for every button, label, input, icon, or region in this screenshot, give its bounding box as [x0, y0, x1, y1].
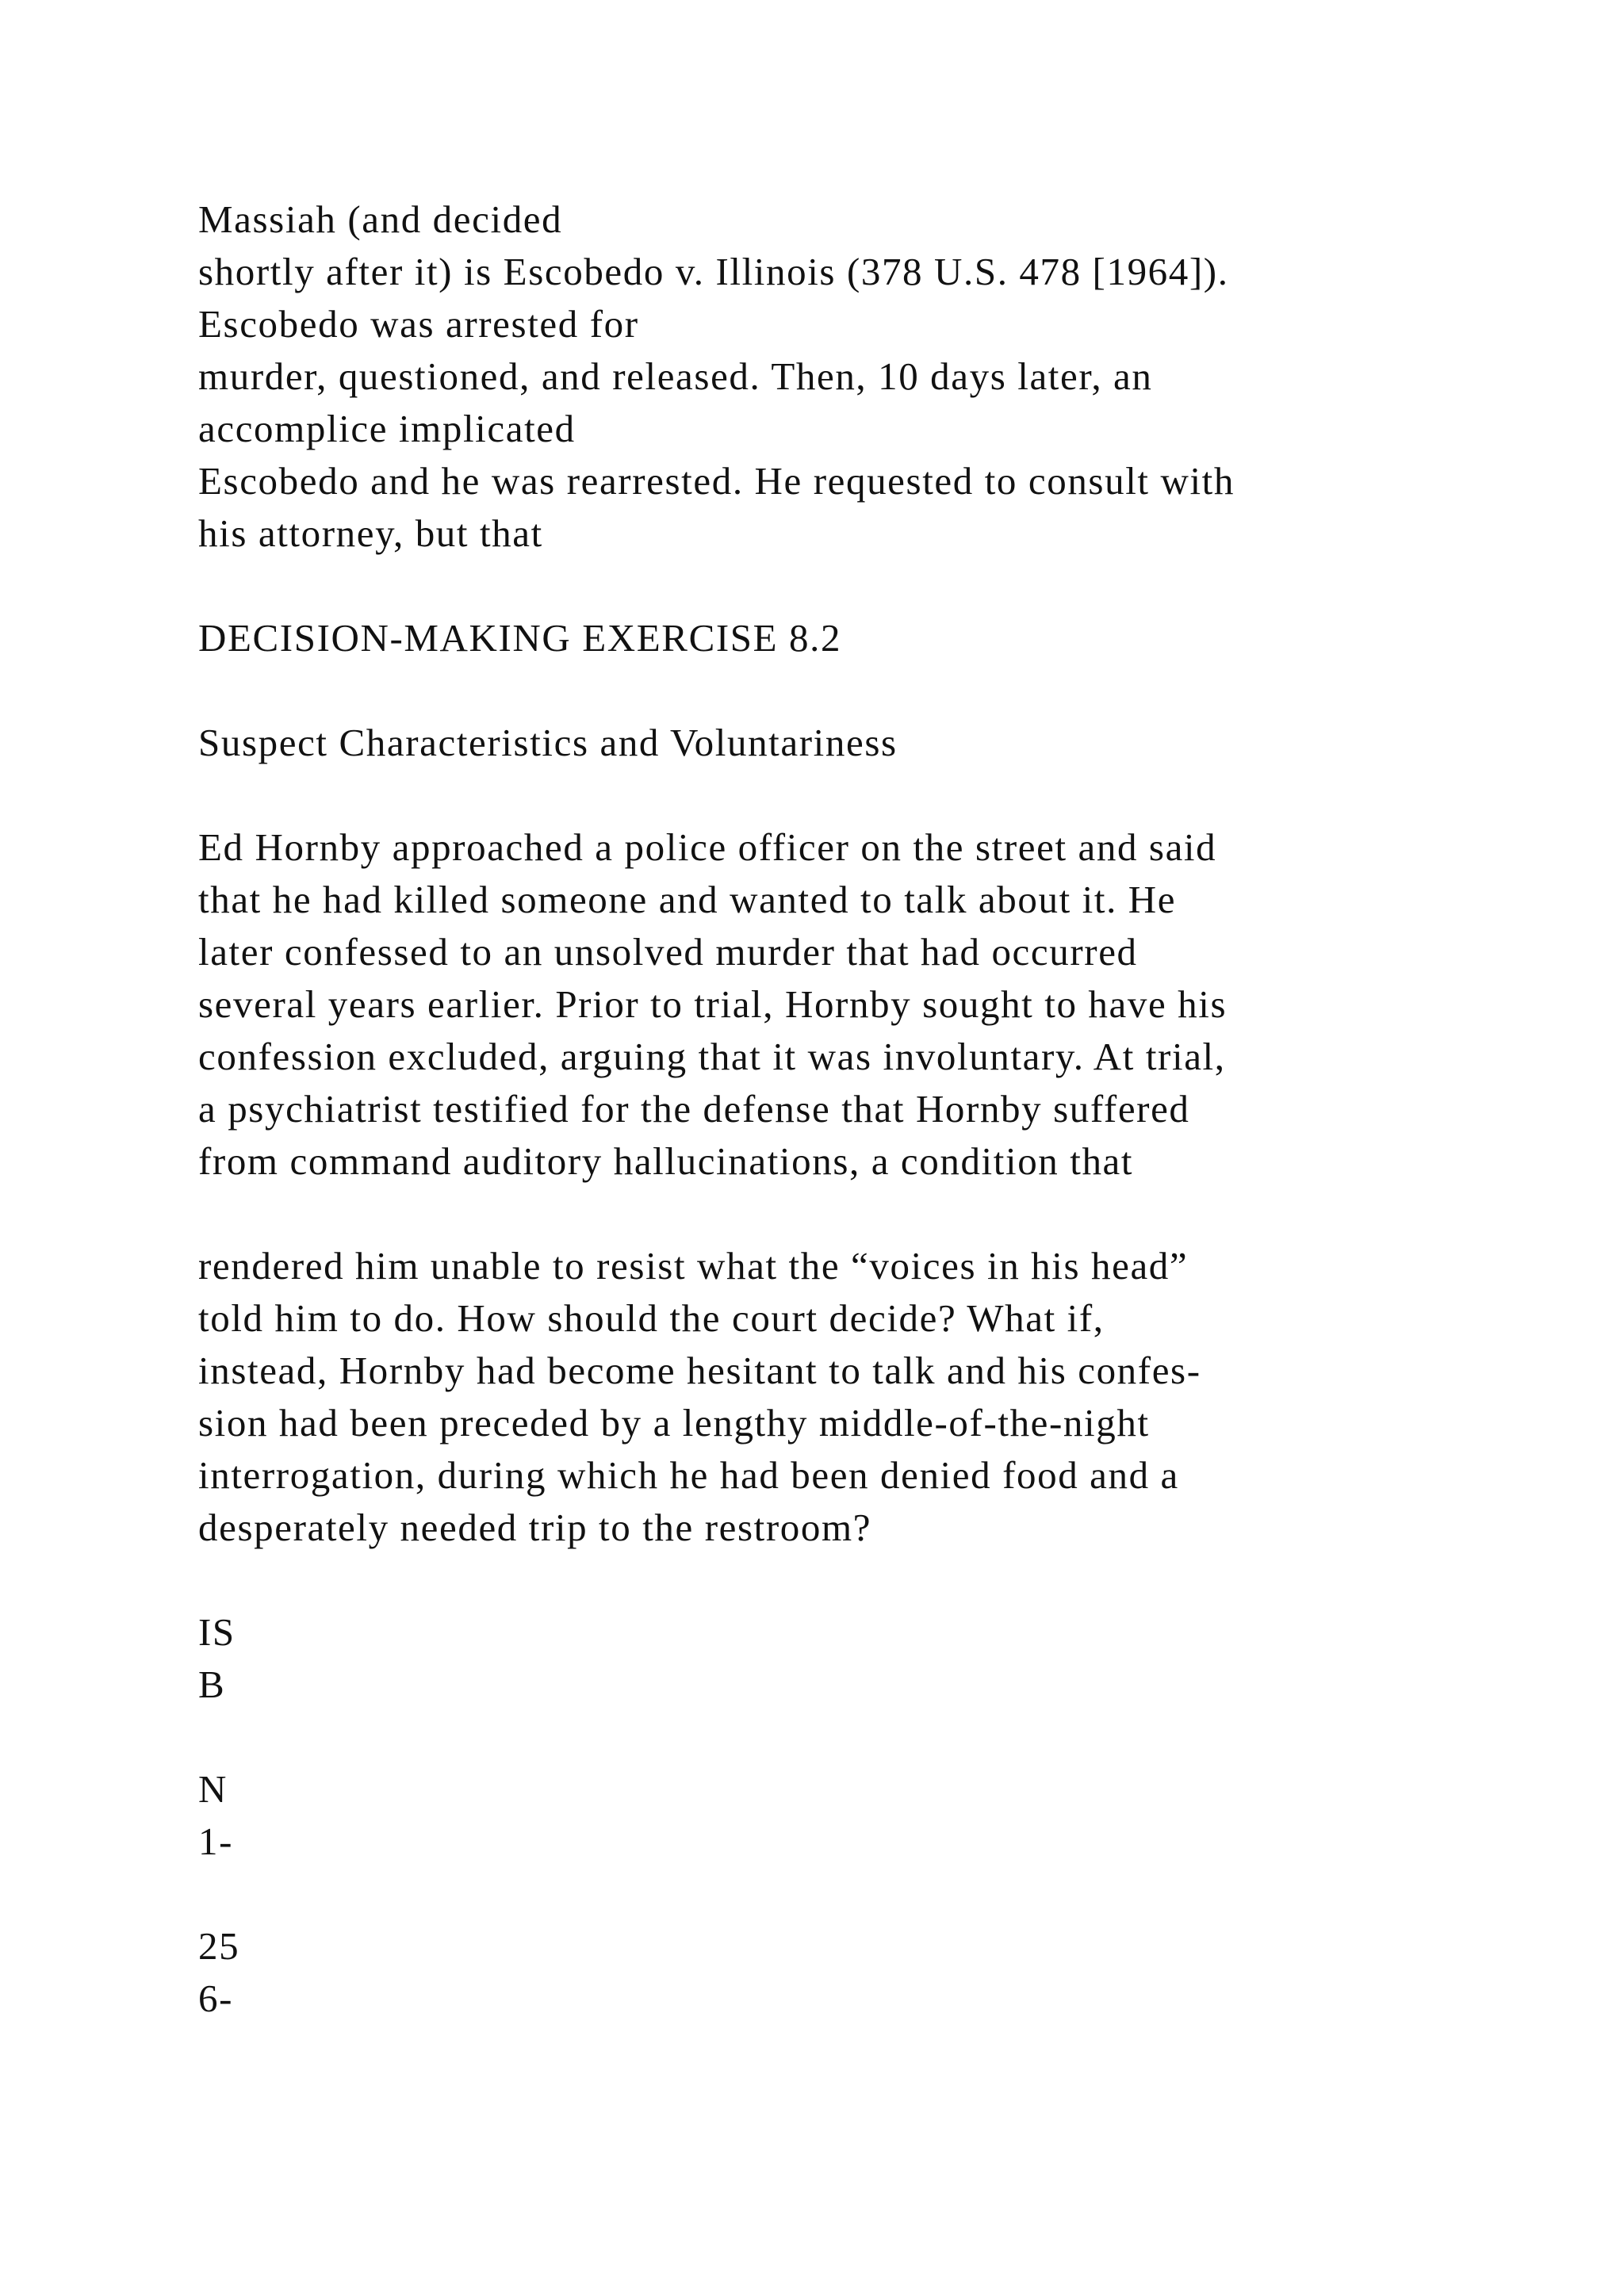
text-line: rendered him unable to resist what the “voices in his head” [198, 1244, 1189, 1288]
text-line: instead, Hornby had become hesitant to talk and his confes- [198, 1349, 1201, 1392]
isbn-fragment: N [198, 1767, 228, 1811]
isbn-fragment: IS [198, 1610, 236, 1654]
text-line: Escobedo was arrested for [198, 302, 639, 346]
text-line: accomplice implicated [198, 407, 576, 450]
exercise-subheading: Suspect Characteristics and Voluntariness [198, 721, 898, 764]
blank-line [198, 1868, 1435, 1920]
blank-line [198, 1554, 1435, 1606]
text-line: shortly after it) is Escobedo v. Illinois (378 U.S. 478 [1964]). [198, 250, 1229, 293]
text-line: confession excluded, arguing that it was involuntary. At trial, [198, 1035, 1226, 1078]
text-line: desperately needed trip to the restroom? [198, 1506, 872, 1549]
text-line: later confessed to an unsolved murder that had occurred [198, 930, 1138, 974]
exercise-paragraph-1 [198, 821, 1435, 1188]
blank-line [198, 769, 1435, 821]
text-line: sion had been preceded by a lengthy middle-of-the-night [198, 1401, 1150, 1445]
isbn-fragment-group-2 [198, 1763, 1435, 1868]
blank-line [198, 664, 1435, 717]
intro-paragraph [198, 193, 1435, 560]
exercise-heading: DECISION-MAKING EXERCISE 8.2 [198, 616, 842, 660]
isbn-fragment: B [198, 1663, 226, 1706]
text-line: several years earlier. Prior to trial, Hornby sought to have his [198, 982, 1228, 1026]
isbn-fragment: 1- [198, 1820, 234, 1863]
exercise-paragraph-2 [198, 1240, 1435, 1554]
blank-line [198, 1711, 1435, 1763]
text-line: his attorney, but that [198, 511, 543, 555]
text-line: told him to do. How should the court decide? What if, [198, 1296, 1105, 1340]
blank-line [198, 1188, 1435, 1240]
isbn-fragment: 6- [198, 1976, 234, 2020]
text-line: interrogation, during which he had been denied food and a [198, 1453, 1179, 1497]
text-line: Escobedo and he was rearrested. He requested to consult with [198, 459, 1235, 503]
text-line: that he had killed someone and wanted to talk about it. He [198, 878, 1177, 921]
text-line: Massiah (and decided [198, 197, 563, 241]
document-page [198, 193, 1435, 2025]
text-line: Ed Hornby approached a police officer on the street and said [198, 825, 1217, 869]
isbn-fragment-group-3 [198, 1920, 1435, 2025]
isbn-fragment: 25 [198, 1924, 240, 1968]
text-line: from command auditory hallucinations, a condition that [198, 1139, 1134, 1183]
blank-line [198, 560, 1435, 612]
text-line: murder, questioned, and released. Then, 10 days later, an [198, 354, 1153, 398]
isbn-fragment-group-1 [198, 1606, 1435, 1711]
text-line: a psychiatrist testified for the defense that Hornby suffered [198, 1087, 1190, 1131]
